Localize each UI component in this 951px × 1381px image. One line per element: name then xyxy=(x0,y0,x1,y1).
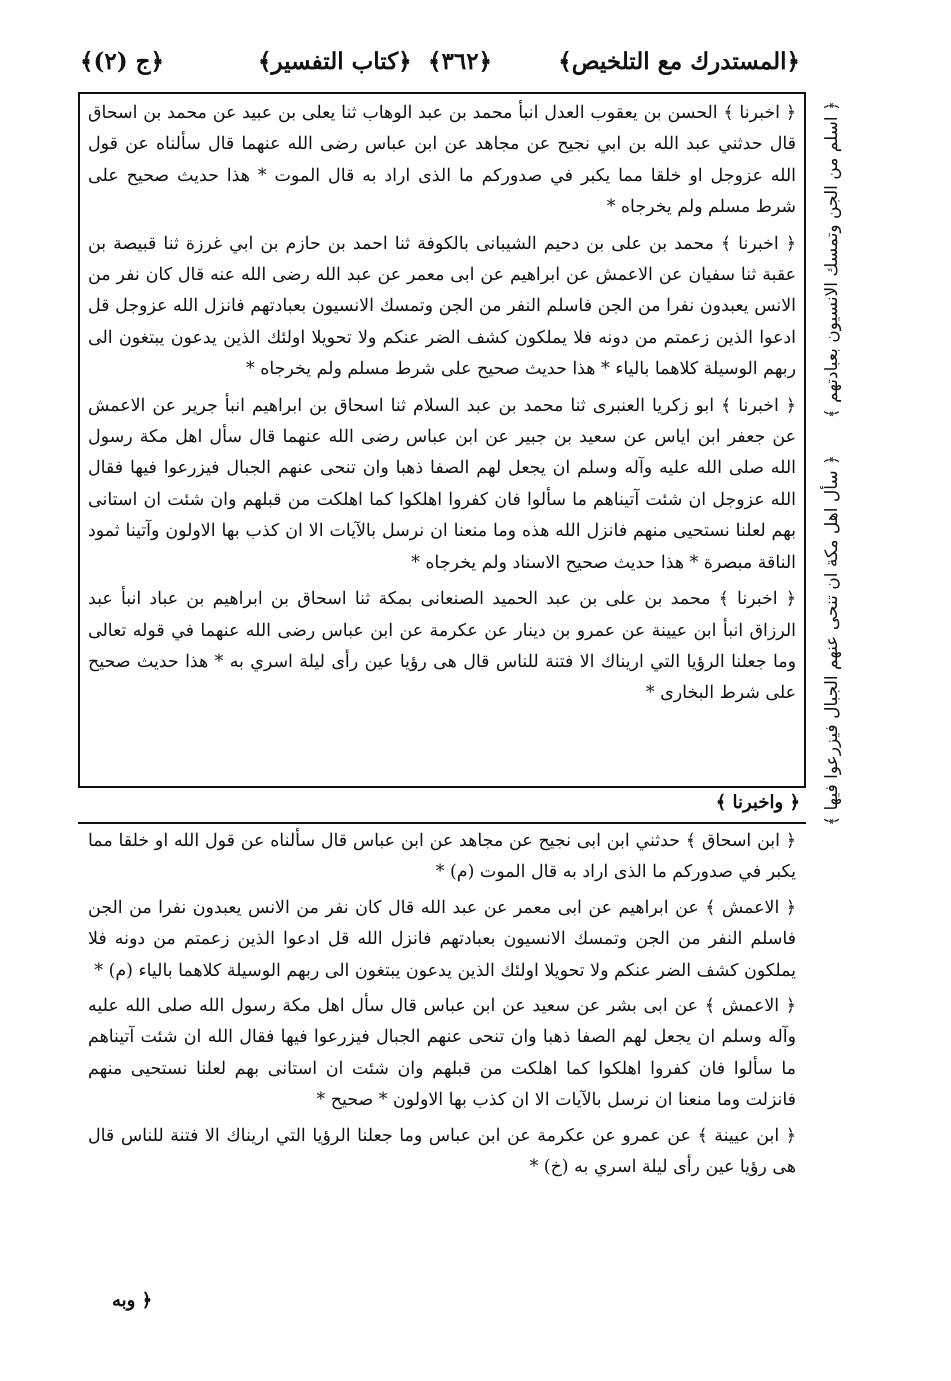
summary-paragraph-3: ﴿ الاعمش ﴾ عن ابى بشر عن سعيد عن ابن عباس قال سأل اهل مكة رسول الله صلى الله عليه وآله وسلم ان يجعل لهم الصفا ذهبا وان تنحى عنهم الجبال فيزرعوا فيها فقال الله ان شئت آتيناهم ما سألوا فان كفروا اهلكوا كما اهلكت من قبلهم وان شئت ان استانى بهم لعلنا نستحيى منهم فانزلت وما منعنا ان نرسل بالآيات الا ان كذب بها الاولون * صحيح * xyxy=(88,996,796,1111)
margin-note-1 xyxy=(812,80,852,440)
section-divider-heading: ﴿ واخبرنا ﴾ xyxy=(715,792,800,813)
main-paragraph-4: ﴿ اخبرنا ﴾ محمد بن على بن عبد الحميد الصنعانى بمكة ثنا اسحاق بن ابراهيم بن عباد انبأ عبد الرزاق انبأ ابن عيينة عن عمرو بن دينار عن عكرمة عن ابن عباس رضى الله عنهما في قوله تعالى وما جعلنا الرؤيا التي اريناك الا فتنة للناس قال هى رؤيا عين رأى ليلة اسري به * هذا حديث صحيح على شرط البخارى * xyxy=(88,589,796,704)
main-paragraph-2: ﴿ اخبرنا ﴾ محمد بن على بن دحيم الشيبانى بالكوفة ثنا احمد بن حازم بن ابي غرزة ثنا قبيصة بن عقبة ثنا سفيان عن الاعمش عن ابراهيم عن ابى معمر عن عبد الله رضى الله عنه قال كان نفر من الانس يعبدون نفرا من الجن فاسلم النفر من الجن وتمسك الانسيون بعبادتهم فانزل الله عزوجل قل ادعوا الذين زعمتم من دونه فلا يملكون كشف الضر عنكم ولا تحويلا اولئك الذين يدعون يبتغون الى ربهم الوسيلة كلاهما بالياء * هذا حديث صحيح على شرط مسلم ولم يخرجاه * xyxy=(88,233,796,380)
volume-number: ﴿ج (٢)﴾ xyxy=(80,48,164,75)
frame-right-rule xyxy=(804,92,806,788)
chapter-title: ﴿كتاب التفسير﴾ xyxy=(258,48,412,75)
margin-note-1-text: ﴿ اسلم من الجن وتمسك الانسيون بعبادتهم ﴾ xyxy=(822,101,842,419)
running-title: ﴿المستدرك مع التلخيص﴾ xyxy=(558,48,800,75)
lower-section-rule xyxy=(78,822,806,824)
summary-paragraph-2: ﴿ الاعمش ﴾ عن ابراهيم عن ابى معمر عن عبد الله قال كان نفر من الانس يعبدون نفرا من الجن فاسلم النفر من الجن وتمسك الانسيون بعبادتهم فانزل الله قل ادعوا الذين زعمتم من دونه فلا يملكون كشف الضر عنكم ولا تحويلا اولئك الذين يدعون يبتغون الى ربهم الوسيلة كلاهما بالياء (م) * xyxy=(88,897,796,981)
frame-top-rule xyxy=(78,92,806,94)
page-number: ﴿٣٦٢﴾ xyxy=(428,48,493,75)
page-header xyxy=(80,40,800,90)
frame-left-rule xyxy=(78,92,80,788)
summary-text xyxy=(88,826,796,1266)
margin-note-2-text: ﴿ سأل اهل مكة ان تنحى عنهم الجبال فيزرعوا فيها ﴾ xyxy=(822,454,842,826)
main-paragraph-3: ﴿ اخبرنا ﴾ ابو زكريا العنبرى ثنا محمد بن عبد السلام ثنا اسحاق بن ابراهيم انبأ جرير عن الاعمش عن جعفر ابن اياس عن سعيد بن جبير عن ابن عباس رضى الله عنهما قال سأل اهل مكة رسول الله صلى الله عليه وآله وسلم ان يجعل لهم الصفا ذهبا وان تنحى عنهم الجبال فيزرعوا فيها فقال الله عزوجل ان شئت آتيناهم ما سألوا فان كفروا اهلكوا كما اهلكت من قبلهم وان شئت ان استانى بهم لعلنا نستحيى منهم فانزل الله هذه وما منعنا ان نرسل بالآيات الا ان كذب بها الاولون وآتينا ثمود الناقة مبصرة * هذا حديث صحيح الاسناد ولم يخرجاه * xyxy=(88,395,796,573)
catchword: ﴿ وبه xyxy=(112,1290,153,1311)
margin-note-2 xyxy=(812,454,852,826)
main-text xyxy=(88,98,796,778)
frame-bottom-rule xyxy=(78,786,806,788)
summary-paragraph-4: ﴿ ابن عيينة ﴾ عن عمرو عن عكرمة عن ابن عباس وما جعلنا الرؤيا التي اريناك الا فتنة للناس قال هى رؤيا عين رأى ليلة اسري به (خ) * xyxy=(88,1125,796,1178)
summary-paragraph-1: ﴿ ابن اسحاق ﴾ حدثني ابن ابى نجيح عن مجاهد عن ابن عباس قال سألناه عن قول الله او خلقا مما يكبر في صدوركم ما الذى اراد به قال الموت (م) * xyxy=(88,831,796,883)
main-paragraph-1: ﴿ اخبرنا ﴾ الحسن بن يعقوب العدل انبأ محمد بن عبد الوهاب ثنا يعلى بن عبيد عن محمد بن اسحاق قال حدثني عبد الله بن ابي نجيح عن مجاهد عن ابن عباس رضى الله عنهما قال سألناه عن قول الله عزوجل او خلقا مما يكبر في صدوركم ما الذى اراد به قال الموت * هذا حديث صحيح على شرط مسلم ولم يخرجاه * xyxy=(88,103,796,218)
